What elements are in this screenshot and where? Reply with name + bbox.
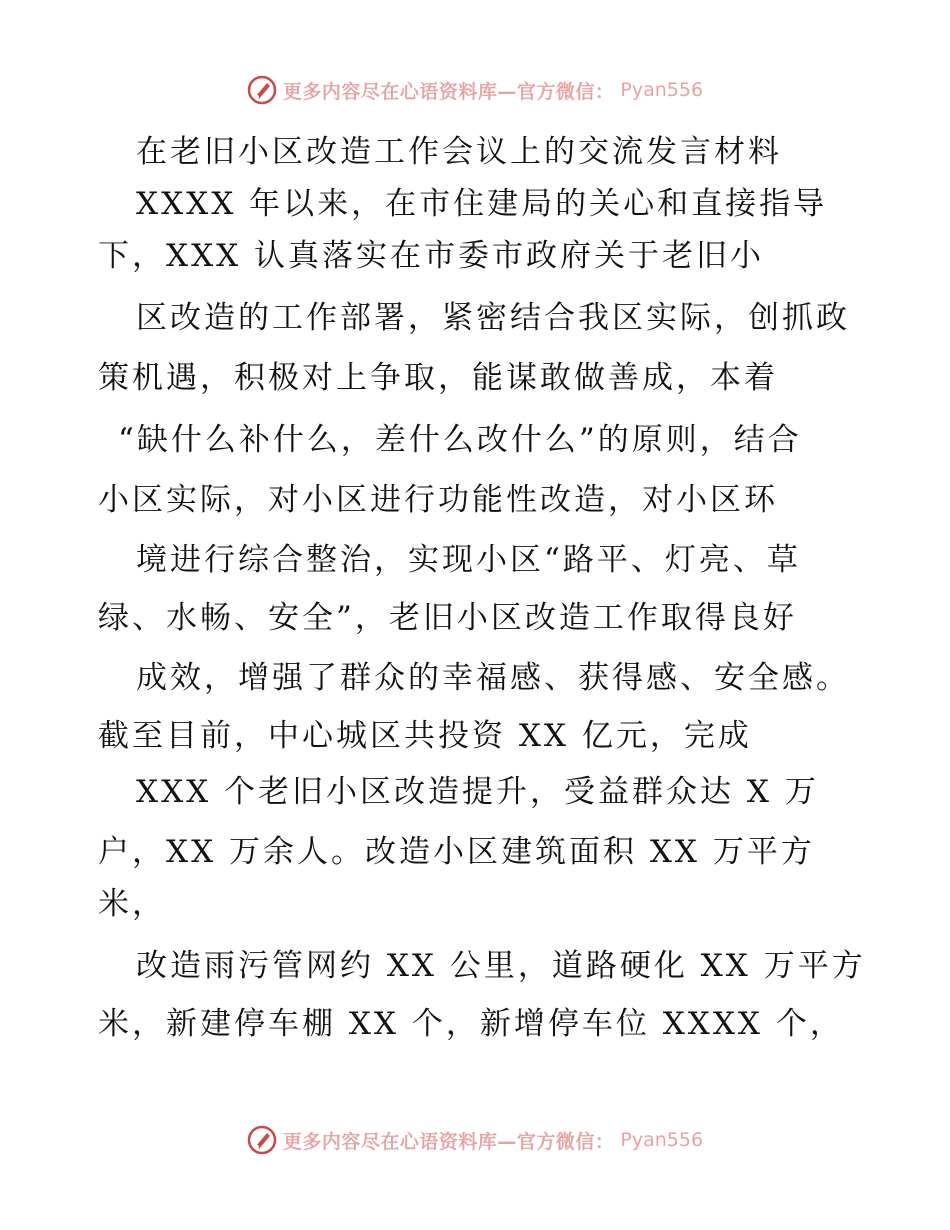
paragraph-line: 境进行综合整治，实现小区“路平、灯亮、草 <box>136 542 801 578</box>
paragraph-line: 户，XX 万余人。改造小区建筑面积 XX 万平方 <box>98 834 815 870</box>
pen-seal-icon <box>247 75 277 105</box>
paragraph-line: 策机遇，积极对上争取，能谋敢做善成，本着 <box>98 360 778 396</box>
paragraph-line: 米， <box>98 886 166 922</box>
watermark-site-text: 更多内容尽在心语资料库—官方微信： <box>282 1130 615 1153</box>
paragraph-line: 成效，增强了群众的幸福感、获得感、安全感。 <box>136 660 850 696</box>
paragraph-line: 米，新建停车棚 XX 个，新增停车位 XXXX 个， <box>98 1006 844 1042</box>
paragraph-line: 下，XXX 认真落实在市委市政府关于老旧小 <box>98 238 765 274</box>
header-watermark <box>0 72 950 108</box>
watermark-contact: Pyan556 <box>620 1129 704 1151</box>
watermark-contact: Pyan556 <box>620 79 704 101</box>
paragraph-line: 截至目前，中心城区共投资 XX 亿元，完成 <box>98 718 752 754</box>
document-title: 在老旧小区改造工作会议上的交流发言材料 <box>136 134 782 170</box>
footer-watermark <box>0 1122 950 1158</box>
paragraph-line: XXX 个老旧小区改造提升，受益群众达 X 万 <box>136 774 819 810</box>
paragraph-line: “缺什么补什么，差什么改什么”的原则，结合 <box>118 422 802 458</box>
paragraph-line: 改造雨污管网约 XX 公里，道路硬化 XX 万平方 <box>136 948 866 984</box>
paragraph-line: XXXX 年以来，在市住建局的关心和直接指导 <box>136 186 828 222</box>
watermark-site-text: 更多内容尽在心语资料库—官方微信： <box>282 80 615 103</box>
paragraph-line: 绿、水畅、安全”，老旧小区改造工作取得良好 <box>98 600 797 636</box>
paragraph-line: 区改造的工作部署，紧密结合我区实际，创抓政 <box>136 300 850 336</box>
pen-seal-icon <box>247 1125 277 1155</box>
paragraph-line: 小区实际，对小区进行功能性改造，对小区环 <box>98 482 778 518</box>
